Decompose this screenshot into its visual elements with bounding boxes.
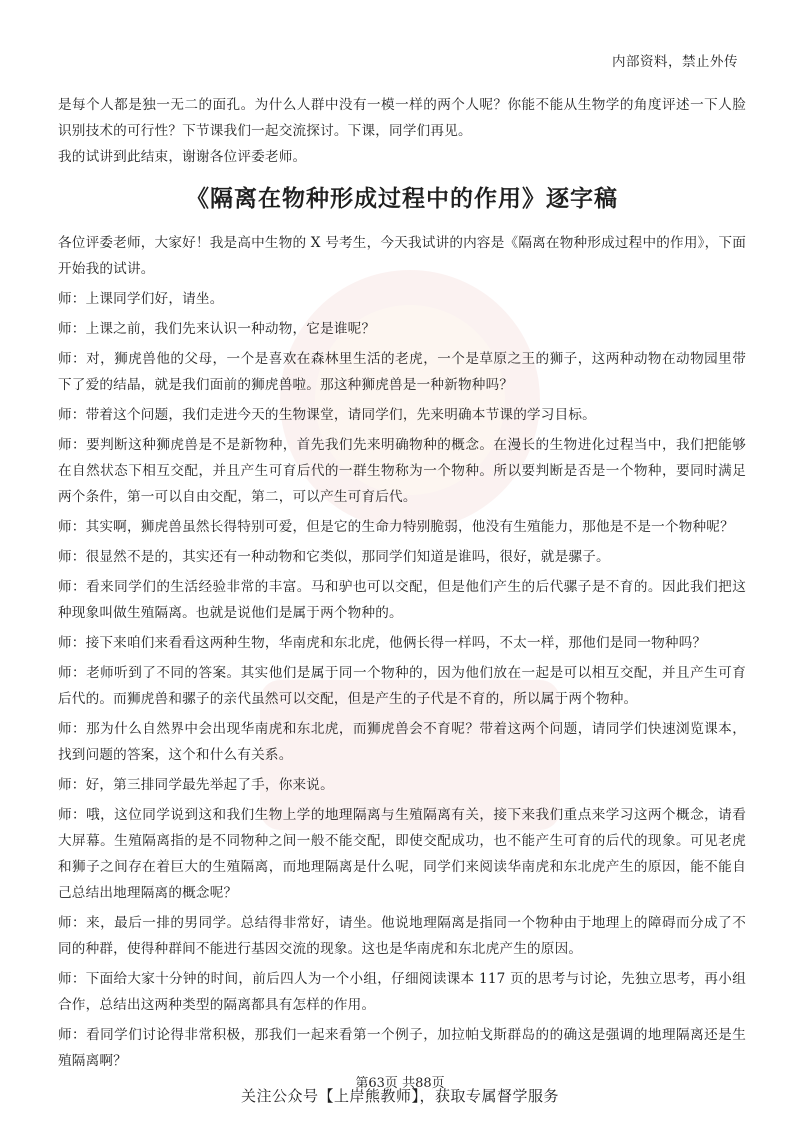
paragraph: 师：看同学们讨论得非常积极，那我们一起来看第一个例子，加拉帕戈斯群岛的的确这是强调的地理隔离还是生殖隔离啊？ xyxy=(58,1027,746,1069)
paragraph: 师：带着这个问题，我们走进今天的生物课堂，请同学们，先来明确本节课的学习目标。 xyxy=(58,407,596,423)
paragraph: 师：好，第三排同学最先举起了手，你来说。 xyxy=(58,777,334,793)
footer-promo-text: 关注公众号【上岸熊教师】，获取专属督学服务 xyxy=(240,1087,559,1105)
paragraph: 师：来，最后一排的男同学。总结得非常好，请坐。他说地理隔离是指同一个物种由于地理上的障碍而分成了不同的种群，使得种群间不能进行基因交流的现象。这也是华南虎和东北虎产生的原因。 xyxy=(58,915,746,957)
paragraph: 各位评委老师，大家好！我是高中生物的 X 号考生，今天我试讲的内容是《隔离在物种形成过程中的作用》，下面开始我的试讲。 xyxy=(58,235,747,277)
intro-line: 是每个人都是独一无二的面孔。为什么人群中没有一模一样的两个人呢？你能不能从生物学的角度评述一下人脸识别技术的可行性？下节课我们一起交流探讨。下课，同学们再见。 xyxy=(58,97,746,139)
paragraph: 师：上课之前，我们先来认识一种动物，它是谁呢？ xyxy=(58,321,376,337)
paragraph: 师：要判断这种狮虎兽是不是新物种，首先我们先来明确物种的概念。在漫长的生物进化过程当中，我们把能够在自然状态下相互交配，并且产生可育后代的一群生物称为一个物种。所以要判断是否是一个物种，要同时满足两个条件，第一可以自由交配，第二，可以产生可育后代。 xyxy=(58,437,746,505)
intro-line: 我的试讲到此结束，谢谢各位评委老师。 xyxy=(58,149,307,165)
page-indicator: 第63页 共88页 xyxy=(355,1076,445,1091)
paragraph: 师：其实啊，狮虎兽虽然长得特别可爱，但是它的生命力特别脆弱，他没有生殖能力，那他是不是一个物种呢？ xyxy=(58,519,734,535)
paragraph: 师：对，狮虎兽他的父母，一个是喜欢在森林里生活的老虎，一个是草原之王的狮子，这两种动物在动物园里带下了爱的结晶，就是我们面前的狮虎兽啦。那这种狮虎兽是一种新物种吗？ xyxy=(58,351,746,393)
document-title: 《隔离在物种形成过程中的作用》逐字稿 xyxy=(186,186,618,212)
paragraph: 师：那为什么自然界中会出现华南虎和东北虎，而狮虎兽会不育呢？带着这两个问题，请同学们快速浏览课本，找到问题的答案，这个和什么有关系。 xyxy=(58,721,746,763)
paragraph: 师：很显然不是的，其实还有一种动物和它类似，那同学们知道是谁吗，很好，就是骡子。 xyxy=(58,549,610,565)
paragraph: 师：上课同学们好，请坐。 xyxy=(58,291,224,307)
intro-section xyxy=(58,92,746,170)
header-confidential-note: 内部资料，禁止外传 xyxy=(612,54,738,70)
paragraph: 师：看来同学们的生活经验非常的丰富。马和驴也可以交配，但是他们产生的后代骡子是不育的。因此我们把这种现象叫做生殖隔离。也就是说他们是属于两个物种的。 xyxy=(58,579,746,621)
document-body xyxy=(58,92,746,1078)
paragraph: 师：接下来咱们来看看这两种生物，华南虎和东北虎，他俩长得一样吗，不太一样，那他们是同一物种吗？ xyxy=(58,635,707,651)
paragraph: 师：老师听到了不同的答案。其实他们是属于同一个物种的，因为他们放在一起是可以相互交配，并且产生可育后代的。而狮虎兽和骡子的亲代虽然可以交配，但是产生的子代是不育的，所以属于两个物种。 xyxy=(58,665,746,707)
paragraph: 师：下面给大家十分钟的时间，前后四人为一个小组，仔细阅读课本 117 页的思考与讨论，先独立思考，再小组合作，总结出这两种类型的隔离都具有怎样的作用。 xyxy=(58,971,746,1013)
paragraph: 师：哦，这位同学说到这和我们生物上学的地理隔离与生殖隔离有关，接下来我们重点来学习这两个概念，请看大屏幕。生殖隔离指的是不同物种之间一般不能交配，即使交配成功，也不能产生可育的后代的现象。可见老虎和狮子之间存在着巨大的生殖隔离，而地理隔离是什么呢，同学们来阅读华南虎和东北虎产生的原因，能不能自己总结出地理隔离的概念呢？ xyxy=(58,807,746,901)
